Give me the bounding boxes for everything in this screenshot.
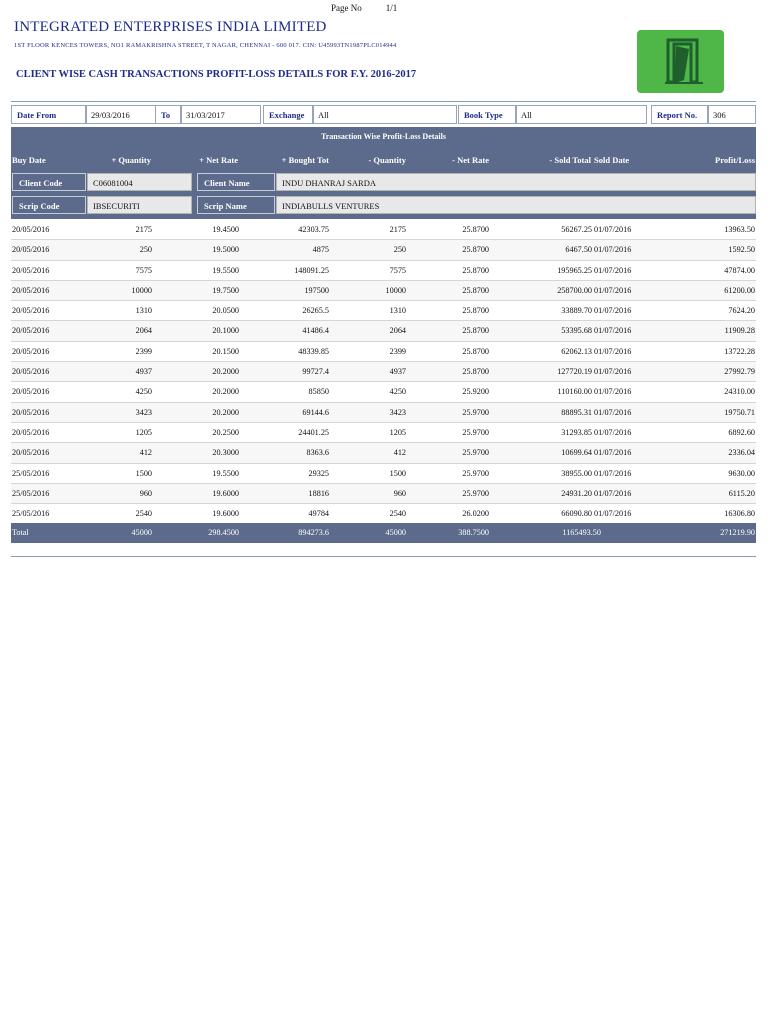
cell-buy-quantity: 4937 xyxy=(135,367,152,377)
client-name-field[interactable]: INDU DHANRAJ SARDA xyxy=(276,173,756,191)
table-row xyxy=(11,443,756,463)
cell-bought-total: 26265.5 xyxy=(302,306,329,316)
cell-sell-net-rate: 25.8700 xyxy=(462,225,489,234)
book-type-label: Book Type xyxy=(458,105,516,124)
cell-sell-net-rate: 25.9700 xyxy=(462,448,489,458)
cell-buy-quantity: 412 xyxy=(139,448,152,458)
cell-profit-loss: 7624.20 xyxy=(728,306,755,316)
cell-sell-quantity: 7575 xyxy=(389,265,406,275)
table-row xyxy=(11,403,756,423)
cell-sell-quantity: 2064 xyxy=(389,326,406,336)
cell-buy-net-rate: 19.5500 xyxy=(212,265,239,275)
cell-buy-quantity: 7575 xyxy=(135,265,152,275)
cell-buy-quantity: 2399 xyxy=(135,346,152,356)
cell-sold-date: 01/07/2016 xyxy=(594,367,632,377)
total-buy-quantity: 45000 xyxy=(131,528,152,537)
exchange-field[interactable]: All xyxy=(313,105,457,124)
cell-buy-date: 25/05/2016 xyxy=(12,468,50,478)
cell-sell-net-rate: 25.8700 xyxy=(462,306,489,316)
cell-sold-total: 38955.00 xyxy=(561,468,592,478)
cell-sold-total: 110160.00 xyxy=(557,387,592,397)
cell-sell-quantity: 1310 xyxy=(389,306,406,316)
cell-sell-quantity: 10000 xyxy=(385,285,406,295)
cell-buy-date: 20/05/2016 xyxy=(12,367,50,377)
cell-sold-total: 6467.50 xyxy=(565,245,592,255)
cell-buy-net-rate: 20.1500 xyxy=(212,346,239,356)
door-icon xyxy=(637,30,724,93)
cell-sell-net-rate: 25.8700 xyxy=(462,367,489,377)
cell-sold-total: 31293.85 xyxy=(561,427,592,437)
cell-sell-net-rate: 25.9200 xyxy=(462,387,489,397)
cell-buy-quantity: 4250 xyxy=(135,387,152,397)
company-name: INTEGRATED ENTERPRISES INDIA LIMITED xyxy=(14,19,327,35)
cell-sold-total: 127720.19 xyxy=(557,367,592,377)
total-profit-loss: 271219.90 xyxy=(720,528,755,537)
cell-sold-total: 258700.00 xyxy=(557,285,592,295)
page-number-label: Page No xyxy=(331,3,362,13)
table-row xyxy=(11,220,756,240)
cell-buy-date: 20/05/2016 xyxy=(12,427,50,437)
cell-bought-total: 8363.6 xyxy=(306,448,329,458)
cell-sell-quantity: 1205 xyxy=(389,427,406,437)
cell-profit-loss: 47874.00 xyxy=(724,265,755,275)
cell-bought-total: 99727.4 xyxy=(302,367,329,377)
cell-buy-date: 20/05/2016 xyxy=(12,306,50,316)
cell-sold-date: 01/07/2016 xyxy=(594,326,632,336)
total-sell-quantity: 45000 xyxy=(385,528,406,537)
column-header-sold-total: - Sold Total xyxy=(549,155,591,165)
cell-sell-quantity: 2175 xyxy=(389,225,406,234)
cell-bought-total: 148091.25 xyxy=(294,265,329,275)
cell-buy-quantity: 1205 xyxy=(135,427,152,437)
date-to-field[interactable]: 31/03/2017 xyxy=(181,105,261,124)
table-row xyxy=(11,281,756,301)
cell-sell-net-rate: 25.8700 xyxy=(462,326,489,336)
cell-buy-net-rate: 19.4500 xyxy=(212,225,239,234)
cell-profit-loss: 19750.71 xyxy=(724,407,755,417)
cell-sold-total: 24931.20 xyxy=(561,488,592,498)
book-type-field[interactable]: All xyxy=(516,105,647,124)
table-row xyxy=(11,382,756,402)
cell-sell-quantity: 4250 xyxy=(389,387,406,397)
total-sell-net-rate: 388.7500 xyxy=(458,528,489,537)
total-buy-date: Total xyxy=(12,528,29,537)
cell-sell-net-rate: 25.8700 xyxy=(462,285,489,295)
cell-sell-net-rate: 25.9700 xyxy=(462,427,489,437)
exchange-label: Exchange xyxy=(263,105,313,124)
report-no-field[interactable]: 306 xyxy=(708,105,756,124)
client-code-label: Client Code xyxy=(12,173,86,191)
cell-bought-total: 29325 xyxy=(308,468,329,478)
cell-profit-loss: 16306.80 xyxy=(724,509,755,519)
cell-buy-net-rate: 19.6000 xyxy=(212,509,239,519)
cell-profit-loss: 6892.60 xyxy=(728,427,755,437)
column-header-sell-net-rate: - Net Rate xyxy=(452,155,489,165)
cell-buy-quantity: 1310 xyxy=(135,306,152,316)
total-row xyxy=(11,523,756,543)
cell-sell-net-rate: 25.8700 xyxy=(462,245,489,255)
cell-sold-total: 56267.25 xyxy=(561,225,592,234)
cell-bought-total: 69144.6 xyxy=(302,407,329,417)
cell-bought-total: 24401.25 xyxy=(298,427,329,437)
cell-buy-quantity: 2175 xyxy=(135,225,152,234)
cell-buy-net-rate: 20.1000 xyxy=(212,326,239,336)
column-header-buy-quantity: + Quantity xyxy=(111,155,151,165)
cell-profit-loss: 1592.50 xyxy=(728,245,755,255)
page-number-value: 1/1 xyxy=(385,3,398,13)
cell-profit-loss: 27992.79 xyxy=(724,367,755,377)
table-row xyxy=(11,261,756,281)
cell-buy-quantity: 3423 xyxy=(135,407,152,417)
cell-buy-date: 20/05/2016 xyxy=(12,245,50,255)
cell-buy-date: 20/05/2016 xyxy=(12,265,50,275)
cell-buy-date: 25/05/2016 xyxy=(12,488,50,498)
cell-bought-total: 18816 xyxy=(308,488,329,498)
cell-sell-quantity: 1500 xyxy=(389,468,406,478)
cell-buy-quantity: 1500 xyxy=(135,468,152,478)
cell-bought-total: 85850 xyxy=(308,387,329,397)
cell-sell-net-rate: 26.0200 xyxy=(462,509,489,519)
cell-profit-loss: 6115.20 xyxy=(728,488,755,498)
cell-buy-date: 20/05/2016 xyxy=(12,346,50,356)
cell-profit-loss: 2336.04 xyxy=(728,448,755,458)
cell-buy-date: 20/05/2016 xyxy=(12,225,50,234)
cell-sell-quantity: 3423 xyxy=(389,407,406,417)
cell-bought-total: 41486.4 xyxy=(302,326,329,336)
cell-sold-date: 01/07/2016 xyxy=(594,265,632,275)
cell-bought-total: 42303.75 xyxy=(298,225,329,234)
scrip-code-label: Scrip Code xyxy=(12,196,86,214)
report-title: CLIENT WISE CASH TRANSACTIONS PROFIT-LOSS DETAILS FOR F.Y. 2016-2017 xyxy=(16,69,417,80)
cell-sell-net-rate: 25.9700 xyxy=(462,468,489,478)
cell-sold-total: 88895.31 xyxy=(561,407,592,417)
total-sold-total: 1165493.50 xyxy=(562,528,601,537)
cell-sell-quantity: 412 xyxy=(393,448,406,458)
cell-buy-net-rate: 19.6000 xyxy=(212,488,239,498)
cell-bought-total: 197500 xyxy=(304,285,329,295)
cell-buy-quantity: 250 xyxy=(139,245,152,255)
client-name-label: Client Name xyxy=(197,173,275,191)
cell-sold-date: 01/07/2016 xyxy=(594,427,632,437)
transactions-table xyxy=(11,220,756,524)
header-divider xyxy=(11,101,756,102)
cell-sold-date: 01/07/2016 xyxy=(594,387,632,397)
column-header-sold-date: Sold Date xyxy=(594,155,630,165)
table-row xyxy=(11,504,756,524)
table-row xyxy=(11,342,756,362)
to-label: To xyxy=(155,105,181,124)
table-row xyxy=(11,423,756,443)
cell-bought-total: 4875 xyxy=(312,245,329,255)
cell-buy-quantity: 2540 xyxy=(135,509,152,519)
cell-bought-total: 49784 xyxy=(308,509,329,519)
cell-buy-net-rate: 19.7500 xyxy=(212,285,239,295)
footer-divider xyxy=(11,556,756,557)
cell-sell-quantity: 4937 xyxy=(389,367,406,377)
column-header-sell-quantity: - Quantity xyxy=(368,155,406,165)
cell-buy-quantity: 960 xyxy=(139,488,152,498)
cell-buy-date: 20/05/2016 xyxy=(12,387,50,397)
cell-buy-quantity: 10000 xyxy=(131,285,152,295)
page-number xyxy=(331,3,397,13)
cell-sold-total: 62062.13 xyxy=(561,346,592,356)
column-header-buy-net-rate: + Net Rate xyxy=(199,155,238,165)
scrip-name-label: Scrip Name xyxy=(197,196,275,214)
cell-sold-date: 01/07/2016 xyxy=(594,488,632,498)
cell-profit-loss: 13963.50 xyxy=(724,225,755,234)
cell-buy-date: 20/05/2016 xyxy=(12,448,50,458)
cell-profit-loss: 24310.00 xyxy=(724,387,755,397)
column-header-profit-loss: Profit/Loss xyxy=(715,155,755,165)
total-buy-net-rate: 298.4500 xyxy=(208,528,239,537)
cell-buy-date: 20/05/2016 xyxy=(12,407,50,417)
date-from-field[interactable]: 29/03/2016 xyxy=(86,105,165,124)
cell-bought-total: 48339.85 xyxy=(298,346,329,356)
table-row xyxy=(11,362,756,382)
table-row xyxy=(11,240,756,260)
details-header-panel xyxy=(11,127,756,219)
cell-sell-quantity: 2540 xyxy=(389,509,406,519)
cell-buy-net-rate: 20.2000 xyxy=(212,387,239,397)
cell-sold-date: 01/07/2016 xyxy=(594,306,632,316)
cell-sold-date: 01/07/2016 xyxy=(594,509,632,519)
cell-profit-loss: 9630.00 xyxy=(728,468,755,478)
cell-sold-date: 01/07/2016 xyxy=(594,448,632,458)
cell-profit-loss: 11909.28 xyxy=(724,326,755,336)
cell-sell-net-rate: 25.9700 xyxy=(462,488,489,498)
table-row xyxy=(11,321,756,341)
date-from-label: Date From xyxy=(11,105,86,124)
cell-sell-net-rate: 25.8700 xyxy=(462,346,489,356)
cell-sell-quantity: 2399 xyxy=(389,346,406,356)
cell-sold-date: 01/07/2016 xyxy=(594,225,632,234)
cell-buy-net-rate: 20.0500 xyxy=(212,306,239,316)
total-bought-total: 894273.6 xyxy=(298,528,329,537)
cell-sell-quantity: 960 xyxy=(393,488,406,498)
table-row xyxy=(11,301,756,321)
cell-sell-quantity: 250 xyxy=(393,245,406,255)
scrip-name-field[interactable]: INDIABULLS VENTURES xyxy=(276,196,756,214)
cell-buy-date: 20/05/2016 xyxy=(12,326,50,336)
scrip-code-field[interactable]: IBSECURITI xyxy=(87,196,192,214)
cell-sold-date: 01/07/2016 xyxy=(594,407,632,417)
cell-buy-date: 25/05/2016 xyxy=(12,509,50,519)
cell-sold-total: 53395.68 xyxy=(561,326,592,336)
section-title: Transaction Wise Profit-Loss Details xyxy=(321,132,446,141)
cell-buy-quantity: 2064 xyxy=(135,326,152,336)
cell-sold-date: 01/07/2016 xyxy=(594,346,632,356)
cell-sold-total: 66090.80 xyxy=(561,509,592,519)
cell-sold-date: 01/07/2016 xyxy=(594,285,632,295)
cell-sell-net-rate: 25.9700 xyxy=(462,407,489,417)
table-row xyxy=(11,464,756,484)
cell-buy-net-rate: 19.5000 xyxy=(212,245,239,255)
company-logo xyxy=(637,30,724,93)
cell-buy-net-rate: 20.2500 xyxy=(212,427,239,437)
cell-sold-total: 10699.64 xyxy=(561,448,592,458)
cell-profit-loss: 13722.28 xyxy=(724,346,755,356)
cell-profit-loss: 61200.00 xyxy=(724,285,755,295)
cell-sold-date: 01/07/2016 xyxy=(594,468,632,478)
cell-sold-date: 01/07/2016 xyxy=(594,245,632,255)
column-header-bought-total: + Bought Tot xyxy=(281,155,329,165)
cell-buy-date: 20/05/2016 xyxy=(12,285,50,295)
table-row xyxy=(11,484,756,504)
cell-sell-net-rate: 25.8700 xyxy=(462,265,489,275)
filter-bar xyxy=(11,105,756,125)
cell-buy-net-rate: 19.5500 xyxy=(212,468,239,478)
cell-buy-net-rate: 20.3000 xyxy=(212,448,239,458)
cell-sold-total: 195965.25 xyxy=(557,265,592,275)
client-code-field[interactable]: C06081004 xyxy=(87,173,192,191)
cell-buy-net-rate: 20.2000 xyxy=(212,407,239,417)
company-address: 1ST FLOOR KENCES TOWERS, NO1 RAMAKRISHNA STREET, T NAGAR, CHENNAI - 600 017. CIN: U45993TN1987PLC014944 xyxy=(14,42,397,49)
cell-buy-net-rate: 20.2000 xyxy=(212,367,239,377)
report-no-label: Report No. xyxy=(651,105,708,124)
cell-sold-total: 33889.70 xyxy=(561,306,592,316)
column-header-buy-date: Buy Date xyxy=(12,155,46,165)
